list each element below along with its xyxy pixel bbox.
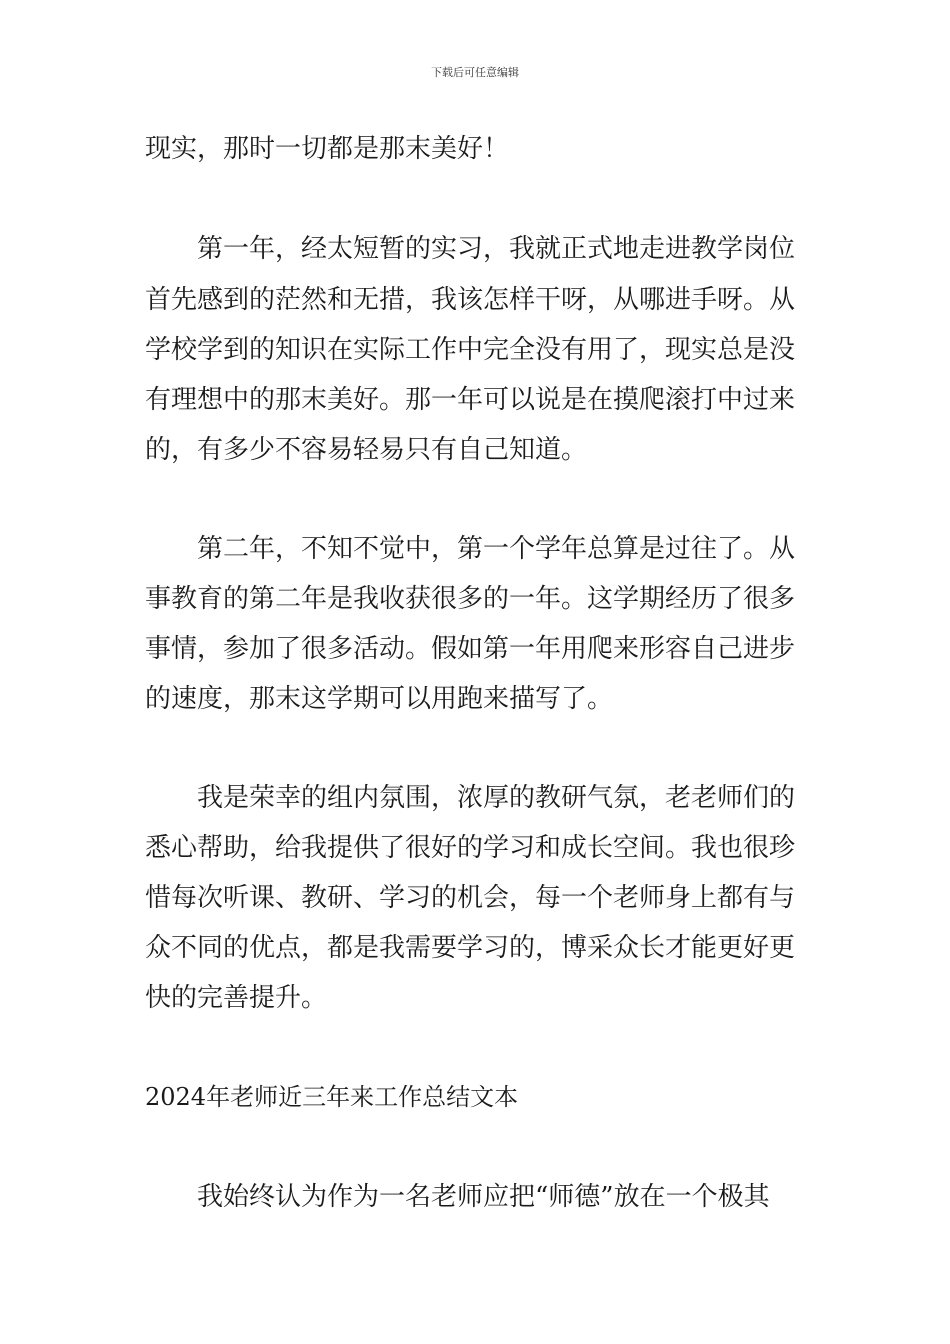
paragraph-line: 第二年，不知不觉中，第一个学年总算是过往了。从 xyxy=(197,534,796,564)
paragraph-line: 学校学到的知识在实际工作中完全没有用了，现实总是没 xyxy=(145,335,796,365)
paragraph-line: 第一年，经太短暂的实习，我就正式地走进教学岗位 xyxy=(197,234,796,264)
paragraph-line: 事教育的第二年是我收获很多的一年。这学期经历了很多 xyxy=(145,584,796,614)
paragraph-line: 的速度，那末这学期可以用跑来描写了。 xyxy=(145,684,614,714)
paragraph-line: 有理想中的那末美好。那一年可以说是在摸爬滚打中过来 xyxy=(145,385,796,415)
paragraph-line: 惜每次听课、教研、学习的机会，每一个老师身上都有与 xyxy=(145,883,796,913)
paragraph-line: 我是荣幸的组内氛围，浓厚的教研气氛，老老师们的 xyxy=(197,783,796,813)
paragraph-line: 快的完善提升。 xyxy=(145,983,328,1013)
paragraph-line: 首先感到的茫然和无措，我该怎样干呀，从哪进手呀。从 xyxy=(145,285,796,315)
paragraph-line: 众不同的优点，都是我需要学习的，博采众长才能更好更 xyxy=(145,933,796,963)
section-heading: 2024年老师近三年来工作总结文本 xyxy=(145,1083,519,1111)
header-note: 下载后可任意编辑 xyxy=(431,66,519,79)
paragraph-line: 事情，参加了很多活动。假如第一年用爬来形容自己进步 xyxy=(145,634,796,664)
paragraph-line: 的，有多少不容易轻易只有自己知道。 xyxy=(145,435,588,465)
paragraph-line: 悉心帮助，给我提供了很好的学习和成长空间。我也很珍 xyxy=(145,833,796,863)
text-line: 现实，那时一切都是那末美好！ xyxy=(145,134,510,164)
paragraph-line: 我始终认为作为一名老师应把“师德”放在一个极其 xyxy=(197,1182,770,1212)
